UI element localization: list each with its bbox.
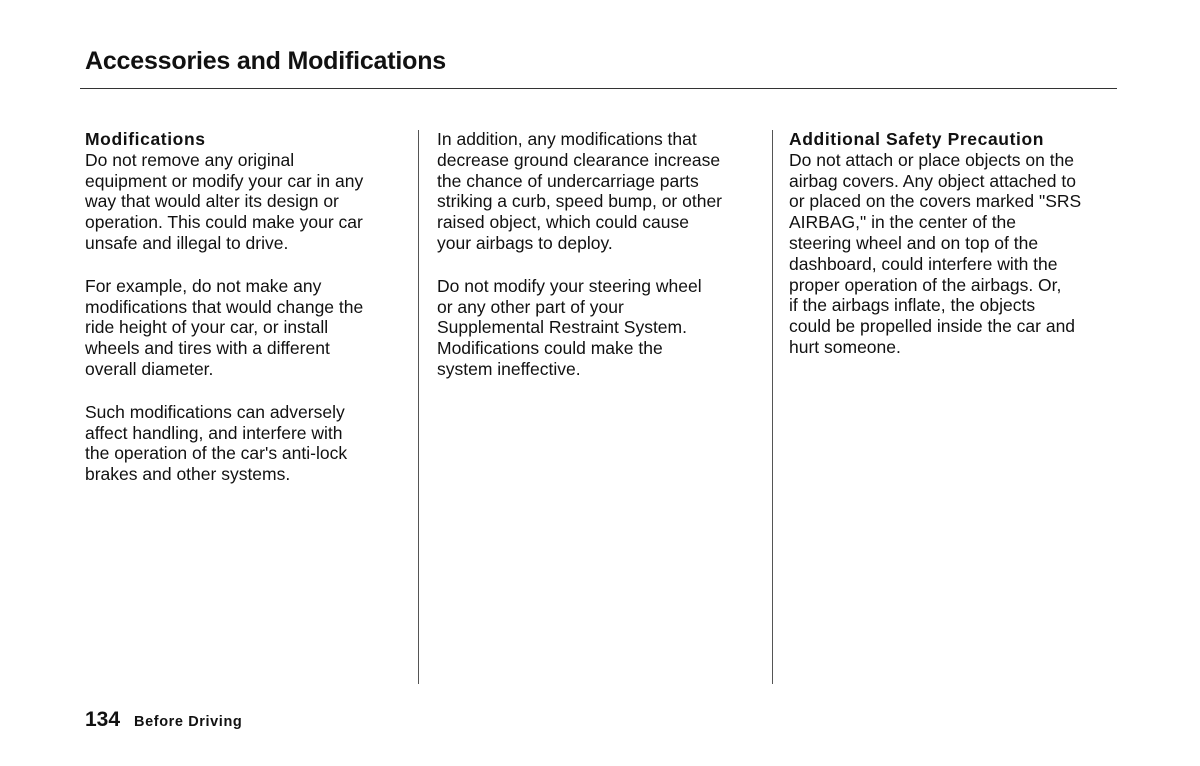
- paragraph: Do not modify your steering wheel or any other part of your Supplemental Restraint System. Modifications could make the system ineffective.: [437, 275, 702, 379]
- paragraph: In addition, any modifications that decrease ground clearance increase the chance of undercarriage parts striking a curb, speed bump, or other raised object, which could cause your airbags to deploy.: [437, 129, 723, 253]
- paragraph: Do not attach or place objects on the airbag covers. Any object attached to or placed on the covers marked "SRS AIRBAG," in the center of the steering wheel and on top of the dashboard, could interfere with the proper operation of the airbags. Or, if the airbags inflate, the objects could be propelled inside the car and hurt someone.: [789, 149, 1082, 357]
- paragraph: Do not remove any original equipment or modify your car in any way that would alter its design or operation. This could make your car unsafe and illegal to drive.: [85, 149, 364, 253]
- column-divider: [418, 130, 419, 684]
- title-divider: [80, 88, 1117, 89]
- paragraph: Such modifications can adversely affect handling, and interfere with the operation of the car's anti-lock brakes and other systems.: [85, 401, 348, 485]
- page-number: 134: [85, 708, 121, 731]
- column-additional-safety: [789, 129, 1119, 380]
- section-heading-additional-safety: Additional Safety Precaution: [789, 129, 1045, 149]
- section-heading-modifications: Modifications: [85, 129, 206, 149]
- page-footer: [85, 708, 242, 732]
- page-title: Accessories and Modifications: [85, 47, 446, 75]
- column-continued: [437, 129, 762, 402]
- paragraph: For example, do not make any modifications that would change the ride height of your car, or install wheels and tires with a different overall diameter.: [85, 275, 364, 379]
- column-divider: [772, 130, 773, 684]
- column-modifications: [85, 129, 410, 507]
- footer-section-name: Before Driving: [134, 714, 243, 730]
